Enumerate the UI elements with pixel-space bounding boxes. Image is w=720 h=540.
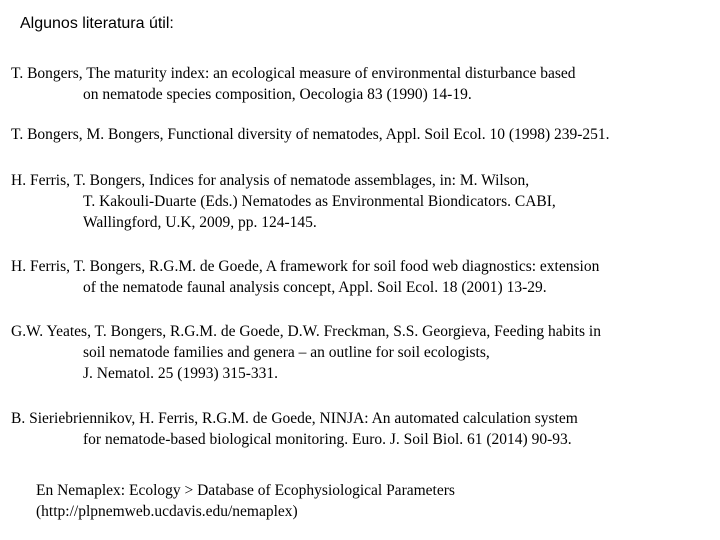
reference-line: for nematode-based biological monitoring. Euro. J. Soil Biol. 61 (2014) 90-93. <box>83 431 572 448</box>
reference-2 <box>11 124 711 145</box>
reference-line: H. Ferris, T. Bongers, R.G.M. de Goede, A framework for soil food web diagnostics: extension <box>11 258 600 275</box>
reference-line: on nematode species composition, Oecologia 83 (1990) 14-19. <box>83 86 472 103</box>
reference-5 <box>11 321 711 384</box>
reference-line: of the nematode faunal analysis concept, Appl. Soil Ecol. 18 (2001) 13-29. <box>83 279 547 296</box>
reference-line: Wallingford, U.K, 2009, pp. 124-145. <box>83 214 317 231</box>
reference-line: soil nematode families and genera – an outline for soil ecologists, <box>83 344 490 361</box>
reference-4 <box>11 256 711 298</box>
page-title: Algunos literatura útil: <box>20 15 174 32</box>
reference-line: J. Nematol. 25 (1993) 315-331. <box>83 365 279 382</box>
reference-1 <box>11 63 711 105</box>
reference-line: T. Bongers, M. Bongers, Functional diversity of nematodes, Appl. Soil Ecol. 10 (1998) 239-251. <box>11 126 610 143</box>
reference-6 <box>11 408 711 450</box>
reference-line: T. Kakouli-Duarte (Eds.) Nematodes as Environmental Biondicators. CABI, <box>83 193 556 210</box>
reference-line: H. Ferris, T. Bongers, Indices for analysis of nematode assemblages, in: M. Wilson, <box>11 172 530 189</box>
reference-line: T. Bongers, The maturity index: an ecological measure of environmental disturbance based <box>11 65 576 82</box>
reference-3 <box>11 170 711 233</box>
footer-line: (http://plpnemweb.ucdavis.edu/nemaplex) <box>36 503 298 520</box>
nemaplex-note <box>36 480 455 522</box>
footer-line: En Nemaplex: Ecology > Database of Ecophysiological Parameters <box>36 482 455 499</box>
reference-line: B. Sieriebriennikov, H. Ferris, R.G.M. de Goede, NINJA: An automated calculation system <box>11 410 578 427</box>
reference-line: G.W. Yeates, T. Bongers, R.G.M. de Goede, D.W. Freckman, S.S. Georgieva, Feeding habits in <box>11 323 601 340</box>
